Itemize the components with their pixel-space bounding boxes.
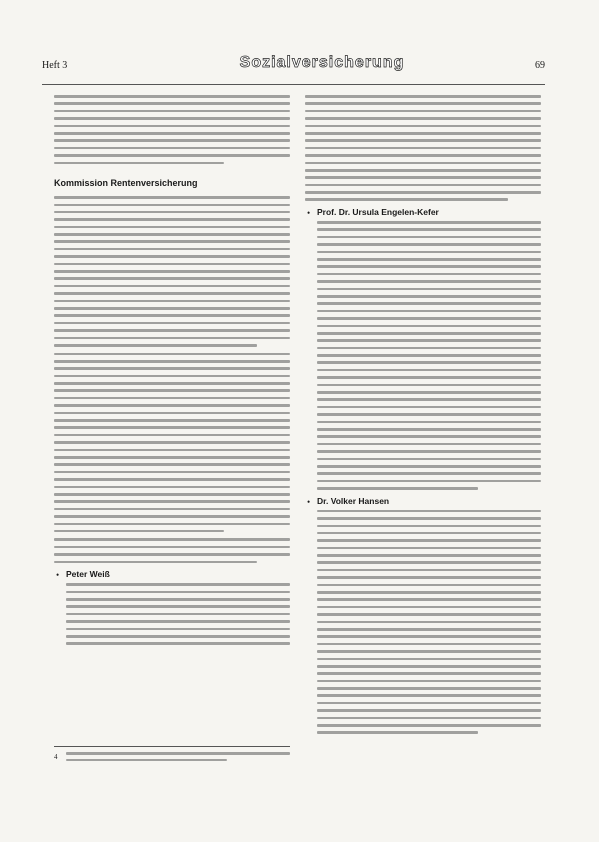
- speaker-name: Peter Weiß: [66, 569, 110, 580]
- journal-title: Sozialversicherung: [239, 54, 405, 71]
- speaker-bullet: [54, 569, 290, 645]
- speaker-bullet: [305, 496, 541, 734]
- speaker-name: Dr. Volker Hansen: [317, 495, 390, 506]
- text-block: [54, 196, 290, 346]
- footnote: [54, 746, 290, 761]
- section-heading: Kommission Rentenversicherung: [54, 178, 198, 189]
- footnote-text: [66, 752, 290, 761]
- page-number: 69: [535, 60, 545, 71]
- speaker-bullet: [305, 207, 541, 490]
- text-block: [54, 353, 290, 533]
- header-rule: [42, 84, 545, 85]
- running-header: [42, 54, 545, 84]
- text-block: [54, 95, 290, 164]
- bullet-icon: •: [307, 208, 311, 219]
- bullet-icon: •: [307, 496, 311, 507]
- bullet-icon: •: [56, 570, 60, 581]
- footnote-number: 4: [54, 753, 58, 761]
- right-column: [305, 95, 541, 734]
- speaker-name: Prof. Dr. Ursula Engelen-Kefer: [317, 207, 439, 218]
- text-block: [54, 538, 290, 563]
- left-column: [54, 95, 290, 645]
- issue-label: Heft 3: [42, 60, 68, 71]
- text-block: [317, 221, 541, 490]
- text-block: [317, 510, 541, 734]
- text-block: [66, 583, 290, 645]
- text-block: [305, 95, 541, 201]
